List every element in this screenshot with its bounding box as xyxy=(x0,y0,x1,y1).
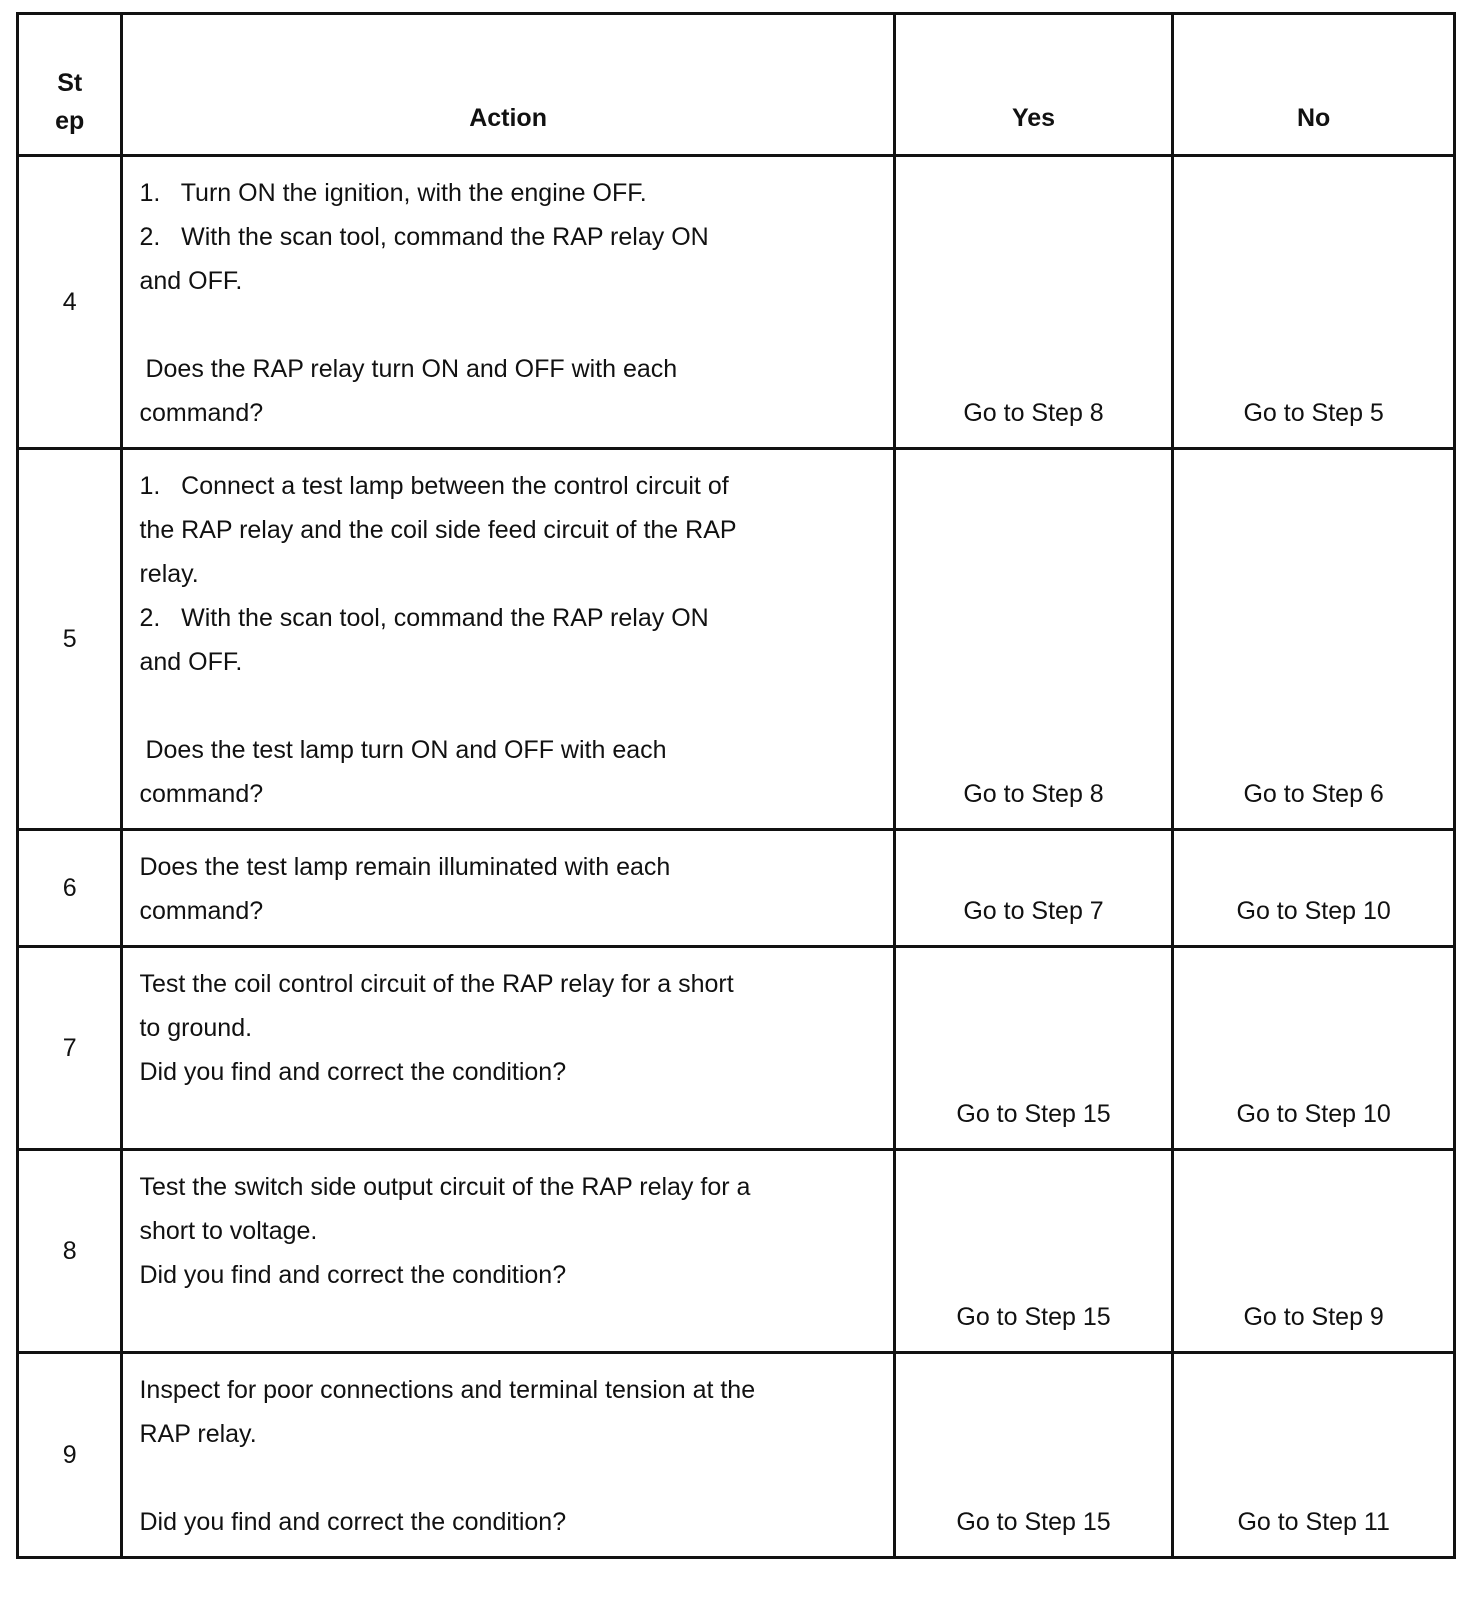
action-question: Does the test lamp turn ON and OFF with each xyxy=(145,736,667,764)
blank-line xyxy=(139,1456,862,1500)
action-question: Did you find and correct the condition? xyxy=(139,1261,567,1289)
yes-result: Go to Step 15 xyxy=(894,1353,1173,1558)
table-row xyxy=(18,1150,1455,1353)
table-row xyxy=(18,449,1455,830)
action-line: short to voltage. xyxy=(139,1217,318,1245)
no-result: Go to Step 5 xyxy=(1173,156,1455,449)
action-line: to ground. xyxy=(139,1014,253,1042)
table-row xyxy=(18,1353,1455,1558)
action-cell xyxy=(122,449,894,830)
action-cell xyxy=(122,947,894,1150)
action-cell xyxy=(122,1353,894,1558)
step-header-line-2: ep xyxy=(55,107,85,135)
action-cell xyxy=(122,156,894,449)
action-line: command? xyxy=(139,897,264,925)
action-line: Inspect for poor connections and terminal tension at the xyxy=(139,1376,756,1404)
step-number: 5 xyxy=(18,449,122,830)
step-number: 8 xyxy=(18,1150,122,1353)
action-line: command? xyxy=(139,780,264,808)
diagnostic-table xyxy=(16,12,1456,1559)
action-line: and OFF. xyxy=(139,267,243,295)
action-line: Test the switch side output circuit of the RAP relay for a xyxy=(139,1173,751,1201)
action-line: command? xyxy=(139,399,264,427)
no-result: Go to Step 10 xyxy=(1173,830,1455,947)
action-line: 2. With the scan tool, command the RAP relay ON xyxy=(139,223,709,251)
table-row xyxy=(18,830,1455,947)
action-question: Does the test lamp remain illuminated with each xyxy=(139,853,671,881)
table-row xyxy=(18,156,1455,449)
yes-result: Go to Step 15 xyxy=(894,947,1173,1150)
step-number: 9 xyxy=(18,1353,122,1558)
action-line: relay. xyxy=(139,560,199,588)
action-line: RAP relay. xyxy=(139,1420,257,1448)
action-line: 1. Connect a test lamp between the control circuit of xyxy=(139,472,729,500)
yes-result: Go to Step 8 xyxy=(894,449,1173,830)
table-header-row xyxy=(18,14,1455,156)
column-header-yes: Yes xyxy=(894,14,1173,156)
yes-result: Go to Step 7 xyxy=(894,830,1173,947)
column-header-no: No xyxy=(1173,14,1455,156)
no-result: Go to Step 9 xyxy=(1173,1150,1455,1353)
action-line: 1. Turn ON the ignition, with the engine OFF. xyxy=(139,179,647,207)
action-line: 2. With the scan tool, command the RAP relay ON xyxy=(139,604,709,632)
no-result: Go to Step 6 xyxy=(1173,449,1455,830)
step-number: 6 xyxy=(18,830,122,947)
action-line: Test the coil control circuit of the RAP relay for a short xyxy=(139,970,734,998)
yes-result: Go to Step 8 xyxy=(894,156,1173,449)
action-question: Does the RAP relay turn ON and OFF with each xyxy=(145,355,678,383)
table-row xyxy=(18,947,1455,1150)
column-header-step xyxy=(18,14,122,156)
blank-line xyxy=(139,684,862,728)
action-question: Did you find and correct the condition? xyxy=(139,1058,567,1086)
action-cell xyxy=(122,830,894,947)
blank-line xyxy=(139,303,862,347)
no-result: Go to Step 10 xyxy=(1173,947,1455,1150)
action-question: Did you find and correct the condition? xyxy=(139,1508,567,1536)
action-line: the RAP relay and the coil side feed circuit of the RAP xyxy=(139,516,737,544)
action-cell xyxy=(122,1150,894,1353)
no-result: Go to Step 11 xyxy=(1173,1353,1455,1558)
column-header-action: Action xyxy=(122,14,894,156)
step-header-line-1: St xyxy=(57,69,83,97)
yes-result: Go to Step 15 xyxy=(894,1150,1173,1353)
action-line: and OFF. xyxy=(139,648,243,676)
step-number: 4 xyxy=(18,156,122,449)
step-number: 7 xyxy=(18,947,122,1150)
